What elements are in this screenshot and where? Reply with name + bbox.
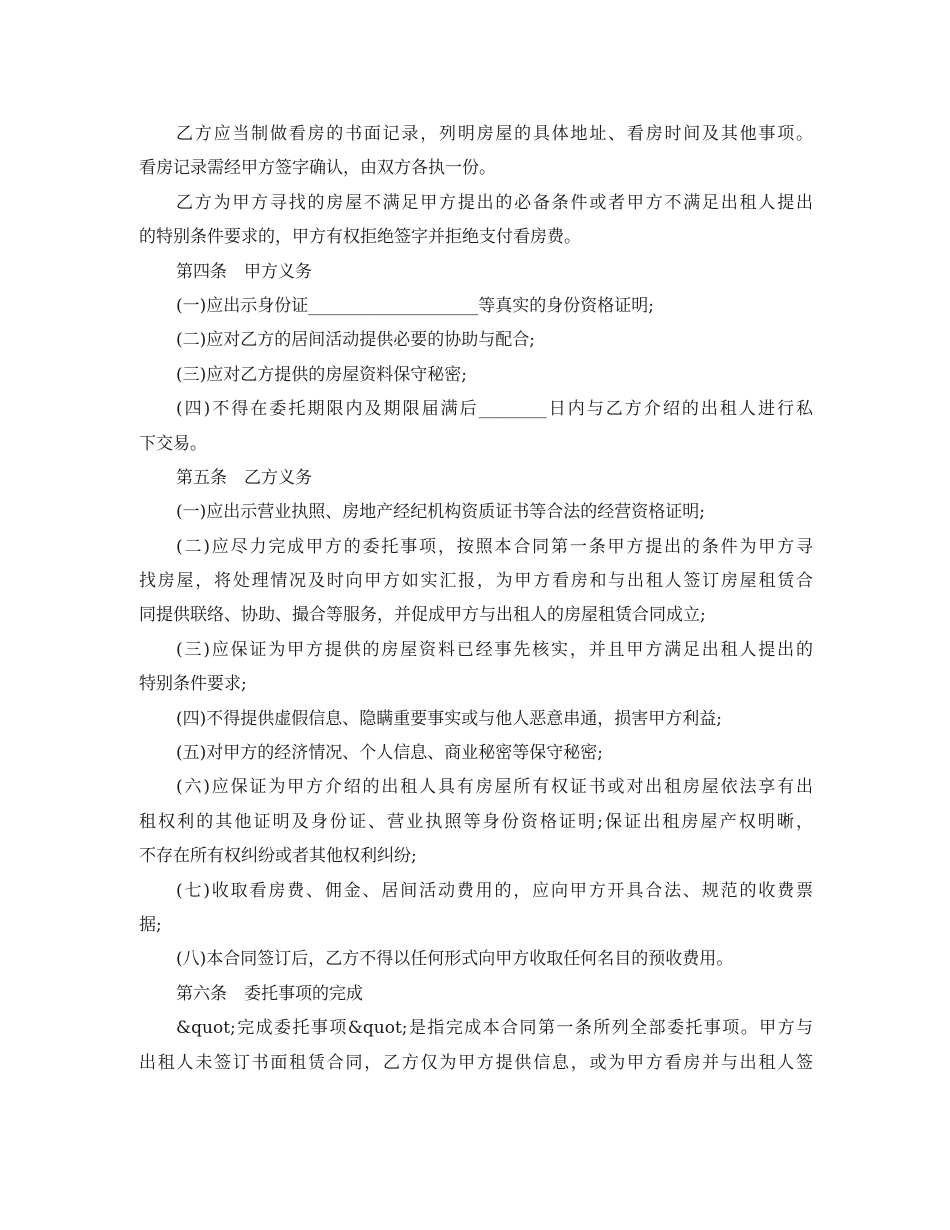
text-line: (五)对甲方的经济情况、个人信息、商业秘密等保守秘密; xyxy=(176,743,603,764)
text-line: (四)不得提供虚假信息、隐瞒重要事实或与他人恶意串通，损害甲方利益; xyxy=(176,708,722,729)
text-line: 看房记录需经甲方签字确认，由双方各执一份。 xyxy=(139,158,496,179)
section-heading: 第六条 委托事项的完成 xyxy=(176,983,363,1004)
text-line: 出租人未签订书面租赁合同，乙方仅为甲方提供信息，或为甲方看房并与出租人签 xyxy=(139,1052,813,1073)
text-line: 的特别条件要求的，甲方有权拒绝签字并拒绝支付看房费。 xyxy=(139,227,581,248)
document-body xyxy=(139,117,813,1080)
text-line: (二)应对乙方的居间活动提供必要的协助与配合; xyxy=(176,330,535,351)
text-line: 乙方为甲方寻找的房屋不满足甲方提出的必备条件或者甲方不满足出租人提出 xyxy=(176,192,813,213)
section-heading: 第四条 甲方义务 xyxy=(176,261,312,282)
text-line: (三)应对乙方提供的房屋资料保守秘密; xyxy=(176,364,467,385)
text-line: (一)应出示营业执照、房地产经纪机构资质证书等合法的经营资格证明; xyxy=(176,502,705,523)
text-line: 找房屋，将处理情况及时向甲方如实汇报，为甲方看房和与出租人签订房屋租赁合 xyxy=(139,571,813,592)
text-line: 据; xyxy=(139,914,162,935)
text-line: (一)应出示身份证____________________等真实的身份资格证明; xyxy=(176,295,654,316)
text-line: 同提供联络、协助、撮合等服务，并促成甲方与出租人的房屋租赁合同成立; xyxy=(139,605,706,626)
text-line: (七)收取看房费、佣金、居间活动费用的，应向甲方开具合法、规范的收费票 xyxy=(176,880,813,901)
text-line: 下交易。 xyxy=(139,433,207,454)
text-line: 租权利的其他证明及身份证、营业执照等身份资格证明;保证出租房屋产权明晰， xyxy=(139,811,813,832)
text-line: (四)不得在委托期限内及期限届满后________日内与乙方介绍的出租人进行私 xyxy=(176,399,813,420)
text-line: (二)应尽力完成甲方的委托事项，按照本合同第一条甲方提出的条件为甲方寻 xyxy=(176,536,813,557)
text-line: (八)本合同签订后，乙方不得以任何形式向甲方收取任何名目的预收费用。 xyxy=(176,949,734,970)
text-line: 乙方应当制做看房的书面记录，列明房屋的具体地址、看房时间及其他事项。 xyxy=(176,124,813,144)
text-line: 特别条件要求; xyxy=(139,674,247,695)
text-line: 不存在所有权纠纷或者其他权利纠纷; xyxy=(139,846,417,867)
text-line: (六)应保证为甲方介绍的出租人具有房屋所有权证书或对出租房屋依法享有出 xyxy=(176,777,813,798)
text-line: &quot;完成委托事项&quot;是指完成本合同第一条所列全部委托事项。甲方与 xyxy=(176,1018,813,1039)
text-line: (三)应保证为甲方提供的房屋资料已经事先核实，并且甲方满足出租人提出的 xyxy=(176,639,813,660)
section-heading: 第五条 乙方义务 xyxy=(176,467,312,488)
